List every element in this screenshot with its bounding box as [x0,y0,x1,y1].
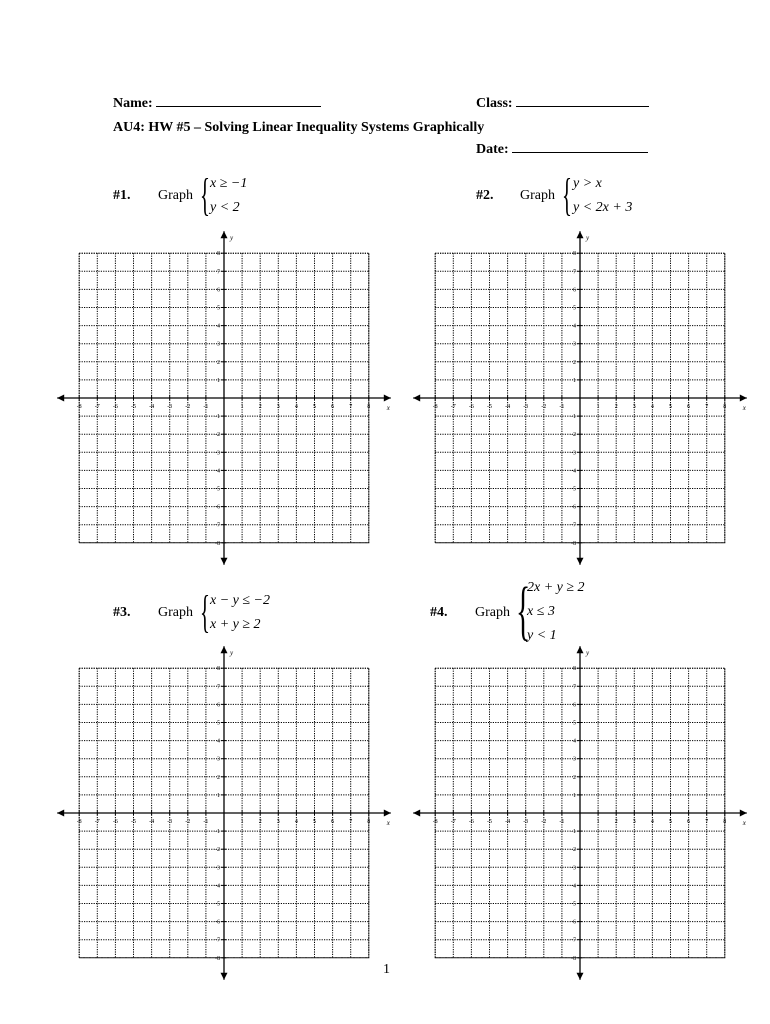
y-tick-label: -4 [215,468,220,475]
graph-word: Graph [158,188,193,203]
y-tick-label: -5 [571,901,576,908]
y-tick-label: -2 [571,847,576,854]
y-tick-label: 7 [217,684,220,691]
y-tick-label: 6 [573,702,576,709]
y-tick-label: -4 [571,883,576,890]
x-tick-label: -3 [523,404,529,410]
y-tick-label: 5 [573,305,576,312]
y-tick-label: 6 [217,702,220,709]
y-tick-label: 5 [217,305,220,312]
x-tick-label: 1 [240,819,244,825]
x-tick-label: -7 [94,819,100,825]
y-tick-label: -2 [571,432,576,439]
x-tick-label: 7 [705,819,709,825]
x-tick-label: 2 [258,819,262,825]
y-tick-label: 3 [573,756,576,763]
y-tick-label: -7 [215,522,220,529]
x-tick-label: -8 [432,404,438,410]
x-tick-label: 4 [650,404,654,410]
left-brace: { [200,586,210,637]
y-tick-label: 6 [573,287,576,294]
x-axis-label: x [386,819,390,827]
x-tick-label: -2 [541,404,547,410]
y-tick-label: 4 [573,738,576,745]
y-tick-label: -6 [571,504,576,511]
y-tick-label: 3 [217,756,220,763]
y-tick-label: 1 [573,377,576,384]
y-tick-label: 5 [573,720,576,727]
y-tick-label: -3 [215,450,220,457]
date-label: Date: [476,142,509,157]
y-tick-label: -6 [571,919,576,926]
graph-word: Graph [475,605,510,620]
y-axis-label: y [586,234,590,243]
y-tick-label: -6 [215,919,220,926]
x-tick-label: -2 [541,819,547,825]
x-tick-label: -1 [559,819,565,825]
worksheet-title: AU4: HW #5 – Solving Linear Inequality Systems Graphically [113,120,485,135]
problem-number: #3. [113,605,131,620]
x-tick-label: 1 [240,404,244,410]
y-tick-label: 7 [217,269,220,276]
y-tick-label: -8 [571,955,576,962]
x-axis-label: x [742,404,746,412]
y-tick-label: 2 [217,774,220,781]
y-tick-label: -3 [215,865,220,872]
y-tick-label: 1 [217,792,220,799]
y-tick-label: -7 [215,937,220,944]
x-tick-label: 3 [276,819,280,825]
name-label: Name: [113,96,153,111]
x-tick-label: -3 [523,819,529,825]
y-tick-label: 7 [573,269,576,276]
x-tick-label: -4 [149,404,155,410]
x-tick-label: 7 [349,404,353,410]
x-tick-label: 2 [258,404,262,410]
x-tick-label: -4 [505,819,511,825]
y-tick-label: 2 [573,359,576,366]
condition: y > x [573,176,602,191]
x-tick-label: 1 [596,404,600,410]
y-tick-label: 4 [217,323,220,330]
y-tick-label: 6 [217,287,220,294]
x-tick-label: -1 [559,404,565,410]
problem-number: #4. [430,605,448,620]
problem-number: #2. [476,188,494,203]
x-tick-label: 5 [313,819,316,825]
condition: x ≥ −1 [210,176,248,191]
y-tick-label: -2 [215,432,220,439]
x-tick-label: 3 [632,819,636,825]
x-tick-label: 7 [705,404,709,410]
class-label: Class: [476,96,513,111]
graph-word: Graph [520,188,555,203]
x-tick-label: 3 [276,404,280,410]
condition: y < 1 [527,628,557,643]
y-tick-label: 3 [573,341,576,348]
y-tick-label: 3 [217,341,220,348]
x-tick-label: 6 [687,404,691,410]
y-tick-label: -4 [571,468,576,475]
x-tick-label: -4 [149,819,155,825]
x-tick-label: -2 [185,404,191,410]
y-axis-label: y [586,649,590,658]
x-tick-label: 4 [294,404,298,410]
x-tick-label: 2 [614,404,618,410]
x-tick-label: 3 [632,404,636,410]
y-tick-label: -1 [571,414,576,421]
y-tick-label: -2 [215,847,220,854]
x-tick-label: -5 [131,819,136,825]
y-tick-label: 8 [217,251,220,258]
x-axis-label: x [386,404,390,412]
y-tick-label: -1 [215,829,220,836]
x-tick-label: -8 [76,819,82,825]
x-tick-label: 7 [349,819,353,825]
y-tick-label: 7 [573,684,576,691]
y-tick-label: 1 [217,377,220,384]
x-tick-label: 5 [669,819,672,825]
y-tick-label: 2 [217,359,220,366]
x-tick-label: 8 [723,819,727,825]
x-tick-label: 4 [650,819,654,825]
x-tick-label: -1 [203,819,209,825]
y-tick-label: -7 [571,522,576,529]
y-tick-label: -8 [571,540,576,547]
x-tick-label: -6 [468,404,474,410]
x-tick-label: 8 [367,404,371,410]
x-tick-label: 8 [723,404,727,410]
y-tick-label: -6 [215,504,220,511]
x-tick-label: -2 [185,819,191,825]
y-axis-label: y [230,649,234,658]
x-tick-label: -5 [487,819,492,825]
x-tick-label: -6 [468,819,474,825]
y-tick-label: -5 [215,901,220,908]
x-tick-label: -4 [505,404,511,410]
y-tick-label: -8 [215,955,220,962]
x-tick-label: 6 [687,819,691,825]
arrow-right-icon [740,810,747,817]
y-tick-label: -5 [215,486,220,493]
x-tick-label: -3 [167,404,173,410]
left-brace: { [562,169,572,220]
x-tick-label: -6 [112,819,118,825]
x-tick-label: -7 [94,404,100,410]
y-tick-label: 8 [573,251,576,258]
y-tick-label: 4 [573,323,576,330]
condition: y < 2 [210,200,240,215]
graph-word: Graph [158,605,193,620]
arrow-left-icon [413,810,420,817]
y-tick-label: 2 [573,774,576,781]
problem-number: #1. [113,188,131,203]
x-axis-label: x [742,819,746,827]
x-tick-label: 6 [331,819,335,825]
y-tick-label: -5 [571,486,576,493]
x-tick-label: -7 [450,404,456,410]
y-tick-label: 8 [573,666,576,673]
x-tick-label: -7 [450,819,456,825]
y-tick-label: -8 [215,540,220,547]
x-tick-label: -6 [112,404,118,410]
y-tick-label: -1 [215,414,220,421]
x-tick-label: 2 [614,819,618,825]
condition: x + y ≥ 2 [210,617,261,632]
x-tick-label: -3 [167,819,173,825]
y-tick-label: -4 [215,883,220,890]
x-tick-label: 5 [313,404,316,410]
y-tick-label: 5 [217,720,220,727]
x-tick-label: -8 [432,819,438,825]
arrow-down-icon [577,973,584,980]
x-tick-label: -5 [131,404,136,410]
condition: x ≤ 3 [527,604,555,619]
condition: 2x + y ≥ 2 [527,580,585,595]
x-tick-label: 8 [367,819,371,825]
arrow-up-icon [577,646,584,653]
left-brace: { [200,169,210,220]
y-tick-label: -3 [571,450,576,457]
x-tick-label: 4 [294,819,298,825]
x-tick-label: -1 [203,404,209,410]
x-tick-label: -8 [76,404,82,410]
y-tick-label: 1 [573,792,576,799]
y-tick-label: -3 [571,865,576,872]
x-tick-label: 6 [331,404,335,410]
x-tick-label: -5 [487,404,492,410]
condition: x − y ≤ −2 [210,593,271,608]
x-tick-label: 1 [596,819,600,825]
y-tick-label: -7 [571,937,576,944]
condition: y < 2x + 3 [573,200,633,215]
x-tick-label: 5 [669,404,672,410]
y-tick-label: 4 [217,738,220,745]
y-tick-label: 8 [217,666,220,673]
page-number: 1 [383,962,390,977]
left-brace: { [516,574,531,647]
y-axis-label: y [230,234,234,243]
y-tick-label: -1 [571,829,576,836]
